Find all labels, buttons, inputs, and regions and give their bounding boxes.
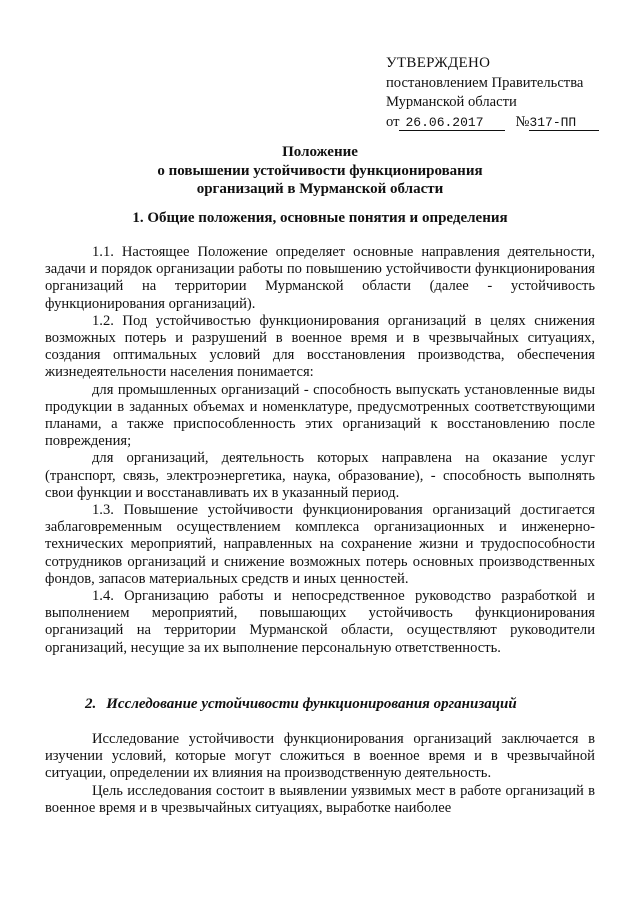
section-2-body — [45, 731, 595, 817]
approval-date-row — [386, 113, 616, 133]
paragraph-1-4: 1.4. Организацию работы и непосредственное руководство разработкой и выполнением мероприятий, повышающих устойчивость функционирования организаций на территории Мурманской области, осуществляют руководители организаций, несущие за их выполнение персональную ответственность. — [45, 588, 595, 656]
heading-line-1: Положение — [282, 144, 358, 160]
section-2-title-text: Исследование устойчивости функционирования организаций — [106, 696, 517, 712]
paragraph-1-3: 1.3. Повышение устойчивости функционирования организаций достигается заблаговременным осуществлением комплекса организационных и инженерно- технических мероприятий, направленных на сохранение жизни и трудоспособности сотрудников организаций и снижение возможных потерь основных производственных фондов, запасов материальных средств и иных ценностей. — [45, 502, 595, 587]
section-2-number: 2. — [85, 696, 97, 712]
section-1-title: 1. Общие положения, основные понятия и определения — [132, 210, 508, 226]
approval-title: УТВЕРЖДЕНО — [386, 55, 491, 71]
approval-line-2: Мурманской области — [386, 94, 517, 110]
date-prefix: от — [386, 113, 400, 130]
paragraph-1-2-services: для организаций, деятельность которых направлена на оказание услуг (транспорт, связь, электроэнергетика, наука, образование), - способность выполнять свои функции и восстанавливать их в указанный период. — [45, 450, 595, 501]
number-label: № — [515, 113, 530, 130]
paragraph-1-2: 1.2. Под устойчивостью функционирования организаций в целях снижения возможных потерь и разрушений в военное время и в чрезвычайных ситуациях, создания оптимальных условий для восстановления производства, обеспечения жизнедеятельности населения понимается: — [45, 312, 595, 381]
heading-line-2: о повышении устойчивости функционирования — [157, 162, 483, 179]
paragraph-1-2-industrial: для промышленных организаций - способность выпускать установленные виды продукции в заданных объемах и номенклатуре, предусмотренных соответствующими планами, а также приспособленность этих организаций к восстановлению после повреждения; — [45, 381, 595, 450]
paragraph-2-2: Цель исследования состоит в выявлении уязвимых мест в работе организаций в военное время и в чрезвычайных ситуациях, выработке наиболее — [45, 782, 595, 816]
approval-number: 317-ПП — [529, 115, 599, 131]
paragraph-1-1: 1.1. Настоящее Положение определяет основные направления деятельности, задачи и порядок организации работы по повышению устойчивости функционирования организаций на территории Мурманской области (далее - устойчивость функционирования организаций). — [45, 244, 595, 312]
approval-block — [386, 54, 616, 132]
paragraph-2-1: Исследование устойчивости функционирования организаций заключается в изучении условий, которые могут сложиться в военное время и в чрезвычайной ситуации, определении их влияния на производственную деятельность. — [45, 731, 595, 782]
approval-date: 26.06.2017 — [399, 115, 505, 131]
approval-line-1: постановлением Правительства — [386, 74, 584, 91]
heading-line-3: организаций в Мурманской области — [196, 181, 444, 197]
document-heading — [120, 143, 520, 199]
section-1-body — [45, 244, 595, 657]
section-2-title — [85, 696, 605, 713]
